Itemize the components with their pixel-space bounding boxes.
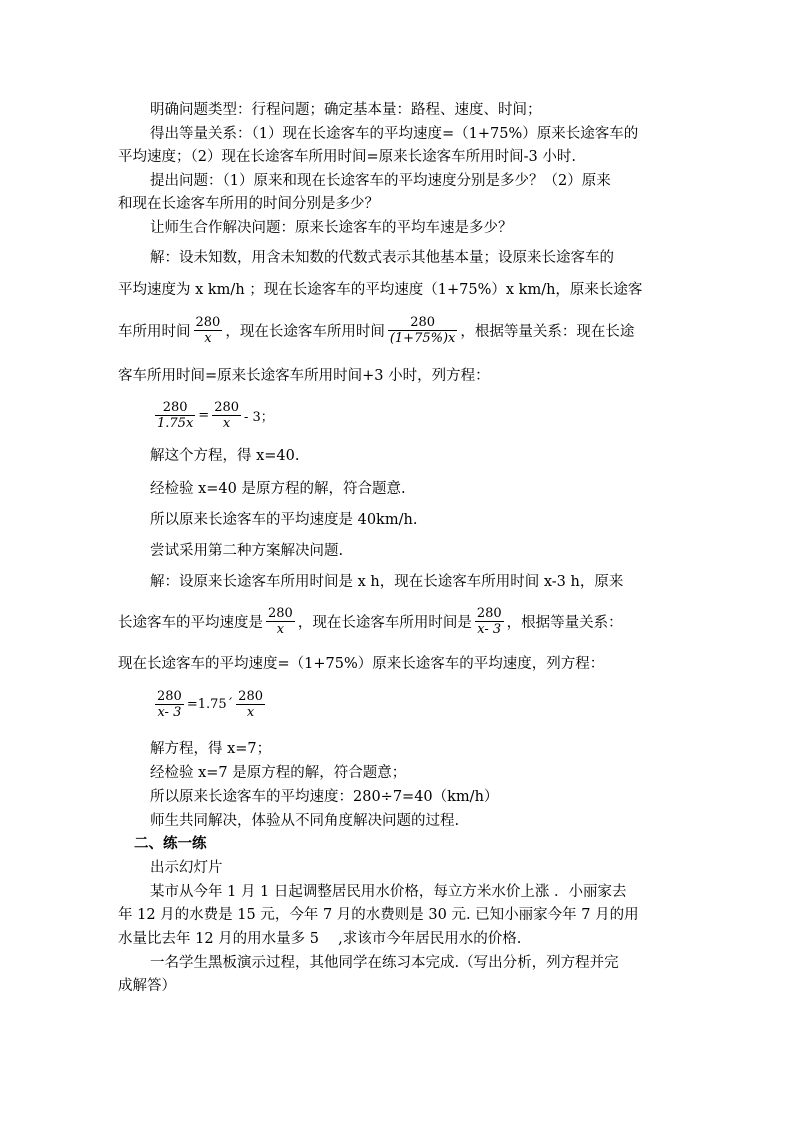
text-line: 解方程，得 x=7； — [150, 741, 272, 757]
text-line: 解：设原来长途客车所用时间是 x h，现在长途客车所用时间 x-3 h，原来 — [150, 574, 624, 590]
equals-coefficient: =1.75´ — [186, 696, 234, 712]
fraction-280-over-x — [266, 606, 295, 637]
text-line: 经检验 x=7 是原方程的解，符合题意； — [150, 765, 407, 781]
text-line: 年 12 月的水费是 15 元，今年 7 月的水费则是 30 元. 已知小丽家今年 7 月的用 — [118, 907, 639, 923]
text-line: 和现在长途客车所用的时间分别是多少？ — [118, 196, 379, 212]
text-line: 所以原来长途客车的平均速度：280÷7=40（km/h） — [150, 789, 499, 805]
fraction-left — [155, 689, 184, 720]
text-line: 解这个方程，得 x=40. — [150, 448, 300, 464]
numerator: 280 — [238, 688, 263, 704]
denominator: x- 3 — [157, 704, 182, 720]
numerator: 280 — [388, 315, 458, 331]
equation-1 — [152, 395, 274, 435]
text-line: 平均速度；（2）现在长途客车所用时间=原来长途客车所用时间-3 小时. — [118, 149, 576, 165]
fraction-right — [236, 689, 265, 720]
text-segment: ，现在长途客车所用时间 — [225, 323, 385, 340]
text-line: 现在长途客车的平均速度=（1+75%）原来长途客车的平均速度，列方程： — [118, 656, 605, 672]
numerator: 280 — [214, 399, 240, 415]
text-line: 所以原来长途客车的平均速度是 40km/h. — [150, 512, 418, 528]
text-segment: ，根据等量关系：现在长途 — [460, 323, 635, 340]
text-line: 尝试采用第二种方案解决问题. — [150, 543, 344, 559]
text-line: 师生共同解决，体验从不同角度解决问题的过程. — [150, 813, 460, 829]
equals-sign: = — [198, 407, 210, 423]
fraction-280-over-175x — [388, 315, 458, 346]
denominator: 1.75x — [157, 415, 194, 431]
text-line: 提出问题：（1）原来和现在长途客车的平均速度分别是多少？（2）原来 — [150, 173, 611, 189]
numerator: 280 — [476, 605, 502, 621]
text-line: 经检验 x=40 是原方程的解，符合题意. — [150, 481, 406, 497]
equation-tail: - 3； — [244, 409, 274, 425]
denominator: x — [246, 704, 255, 720]
text-line: 客车所用时间=原来长途客车所用时间+3 小时，列方程： — [118, 368, 490, 384]
fraction-left — [155, 400, 195, 431]
text-segment: 车所用时间 — [118, 323, 191, 340]
numerator: 280 — [157, 688, 182, 704]
text-line: 平均速度为 x km/h ；现在长途客车的平均速度（1+75%）x km/h，原来长途客 — [118, 282, 643, 298]
text-line-with-fractions — [118, 310, 634, 350]
denominator: (1+75%)x — [389, 330, 456, 346]
text-line: 得出等量关系：（1）现在长途客车的平均速度=（1+75%）原来长途客车的 — [150, 126, 639, 142]
fraction-280-over-x — [194, 315, 223, 346]
denominator: x — [222, 415, 231, 431]
denominator: x- 3 — [477, 621, 502, 637]
text-line: 明确问题类型：行程问题；确定基本量：路程、速度、时间； — [150, 102, 542, 118]
fraction-right — [212, 400, 241, 431]
text-line: 某市从今年 1 月 1 日起调整居民用水价格，每立方米水价上涨 ．小丽家去 — [150, 884, 627, 900]
denominator: x — [204, 330, 212, 346]
numerator: 280 — [195, 314, 221, 330]
text-line: 水量比去年 12 月的用水量多 5 ,求该市今年居民用水的价格. — [118, 931, 522, 947]
text-line: 一名学生黑板演示过程，其他同学在练习本完成.（写出分析，列方程并完 — [150, 955, 619, 971]
text-line-with-fractions — [118, 601, 623, 641]
text-segment: ，根据等量关系： — [506, 614, 623, 631]
fraction-280-over-x-minus-3 — [475, 606, 504, 637]
text-line: 成解答） — [118, 978, 176, 994]
text-line: 出示幻灯片 — [150, 860, 223, 876]
text-segment: 长途客车的平均速度是 — [118, 614, 263, 631]
text-line: 让师生合作解决问题：原来长途客车的平均车速是多少？ — [150, 220, 513, 236]
text-segment: ，现在长途客车所用时间是 — [297, 614, 472, 631]
denominator: x — [276, 621, 285, 637]
section-heading: 二、练一练 — [134, 835, 207, 852]
numerator: 280 — [268, 605, 293, 621]
numerator: 280 — [155, 400, 195, 416]
equation-2 — [152, 684, 268, 724]
text-line: 解：设未知数，用含未知数的代数式表示其他基本量；设原来长途客车的 — [150, 250, 614, 266]
